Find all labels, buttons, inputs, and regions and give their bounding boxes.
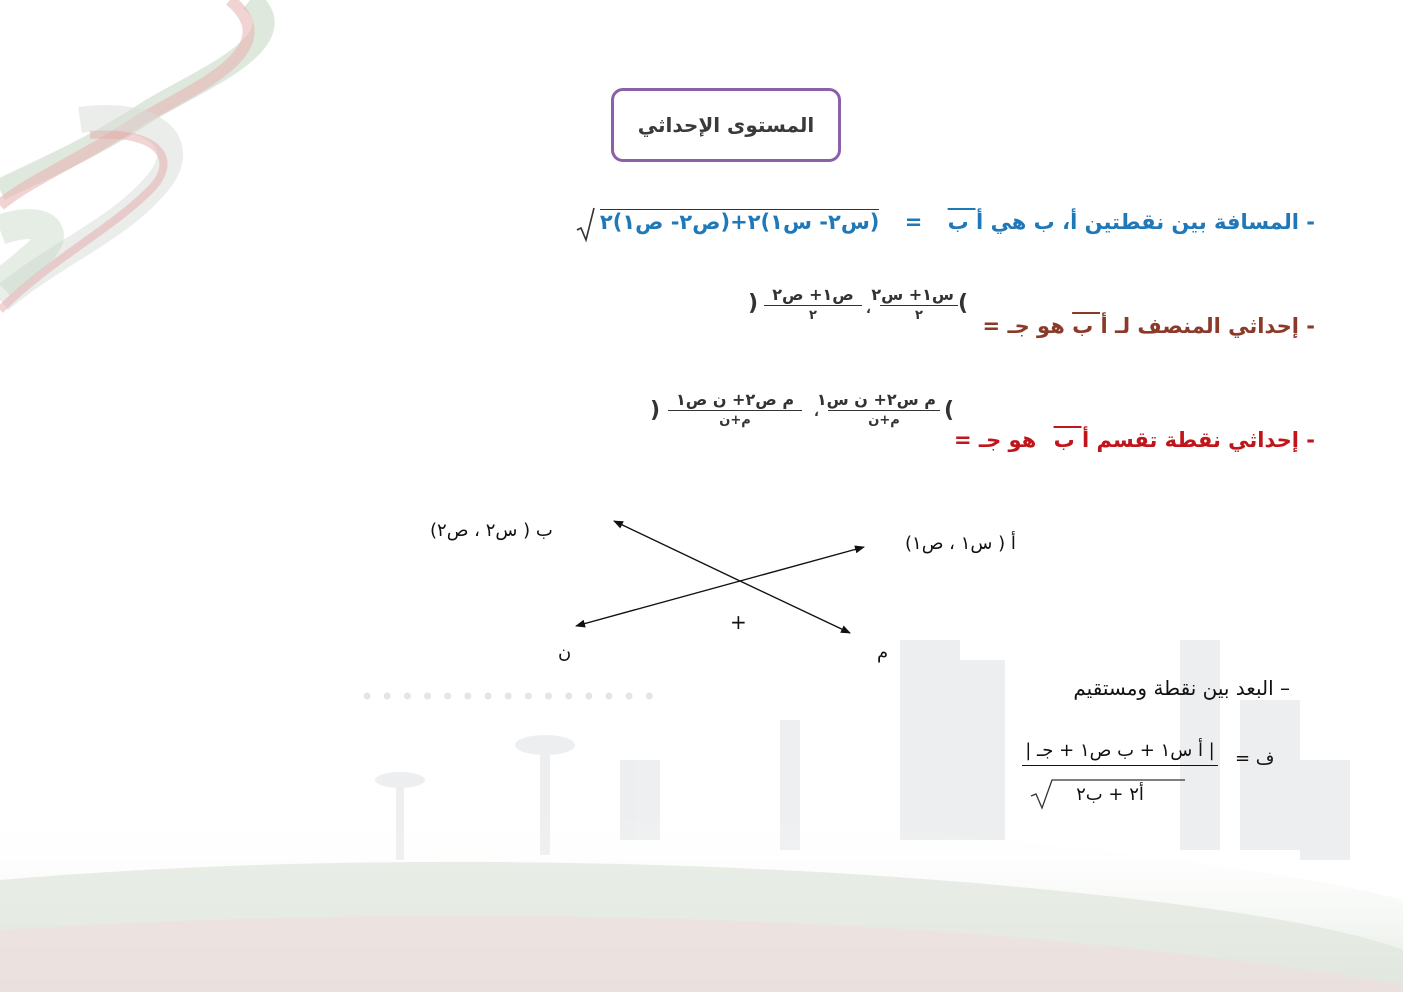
arrow-to-m xyxy=(740,581,850,633)
division-x-denominator: م+ن xyxy=(868,413,900,428)
division-formula-label xyxy=(954,428,1315,452)
distance-equals: = xyxy=(904,210,923,234)
midpoint-close-paren: ) xyxy=(748,291,759,316)
point-a-label: أ ( س١ ، ص١) xyxy=(905,533,1016,554)
distance-label: - المسافة بين نقطتين أ، ب هي xyxy=(990,210,1315,234)
arrow-to-a xyxy=(740,547,864,581)
ratio-m-label: م xyxy=(877,642,889,663)
midpoint-open-paren: ( xyxy=(958,291,969,316)
division-open-paren: ( xyxy=(944,398,955,423)
arrow-to-b xyxy=(614,521,740,581)
midpoint-x-numerator: س١+ س٢ xyxy=(880,285,958,306)
division-x-fraction xyxy=(816,390,940,428)
midpoint-y-denominator: ٢ xyxy=(809,308,817,323)
division-label: - إحداثي نقطة تقسم xyxy=(1096,428,1315,452)
page-title-text: المستوى الإحداثي xyxy=(637,113,815,137)
point-line-distance-lhs: ف = xyxy=(1235,748,1275,769)
division-result: هو جـ = xyxy=(954,428,1037,452)
distance-radicand: (س٢- س١)٢+(ص٢- ص١)٢ xyxy=(599,210,880,234)
midpoint-x-denominator: ٢ xyxy=(915,308,923,323)
ratio-n-label: ن xyxy=(558,642,572,663)
midpoint-y-fraction xyxy=(764,285,862,323)
division-x-numerator: م س٢+ ن س١ xyxy=(828,390,940,411)
point-b-label: ب ( س٢ ، ص٢) xyxy=(430,520,553,541)
midpoint-x-fraction xyxy=(871,285,958,323)
division-close-paren: ) xyxy=(650,398,661,423)
division-y-fraction xyxy=(668,390,802,428)
division-segment: أ ب xyxy=(1053,428,1090,452)
midpoint-segment: أ ب xyxy=(1072,314,1108,338)
midpoint-label: - إحداثي المنصف لـ xyxy=(1115,314,1315,338)
division-point-marker: + xyxy=(730,610,747,634)
midpoint-result: هو جـ = xyxy=(982,314,1065,338)
division-y-numerator: م ص٢+ ن ص١ xyxy=(668,390,802,411)
midpoint-formula-label xyxy=(982,314,1315,338)
distance-formula xyxy=(575,210,1315,234)
midpoint-separator: ، xyxy=(866,302,871,317)
arrow-to-n xyxy=(576,581,740,626)
point-line-distance-numerator: | أ س١ + ب ص١ + جـ | xyxy=(1022,740,1218,766)
division-separator: ، xyxy=(814,405,819,420)
distance-sqrt-icon xyxy=(576,206,596,244)
svg-text:•••••••••••••••: ••••••••••••••• xyxy=(360,683,663,711)
distance-segment: أ ب xyxy=(947,210,984,234)
page-title xyxy=(611,88,841,162)
division-diagram-arrows xyxy=(560,505,880,645)
point-line-distance-radicand: أ٢ + ب٢ xyxy=(1076,784,1144,805)
midpoint-y-numerator: ص١+ ص٢ xyxy=(764,285,862,306)
division-y-denominator: م+ن xyxy=(719,413,751,428)
point-line-distance-heading: – البعد بين نقطة ومستقيم xyxy=(1073,676,1290,700)
